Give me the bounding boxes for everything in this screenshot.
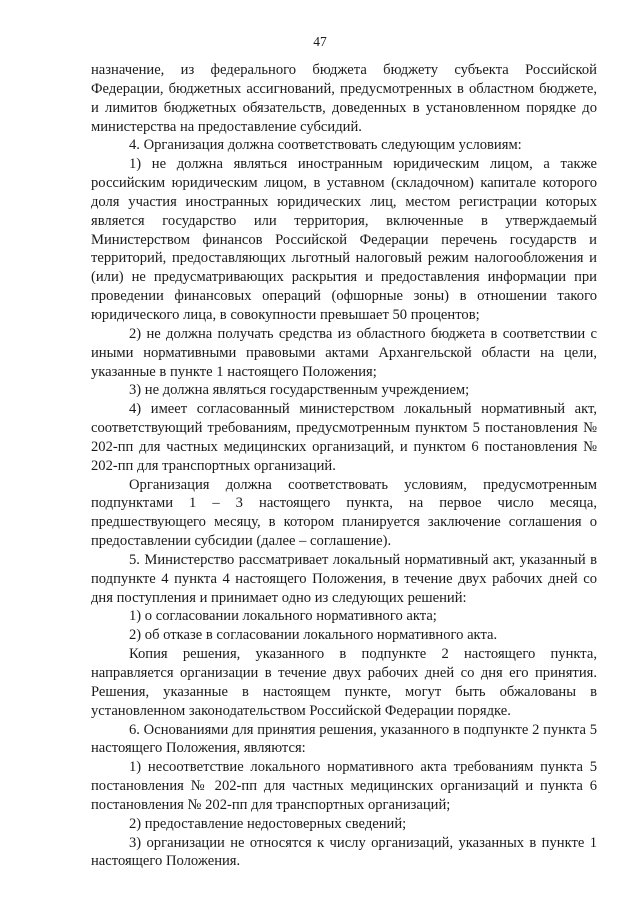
paragraph: 4. Организация должна соответствовать следующим условиям:	[129, 137, 522, 154]
document-body	[91, 61, 597, 871]
paragraph: 6. Основаниями для принятия решения, указанного в подпункте 2 пункта 5 настоящего Положения, являются:	[91, 721, 597, 757]
paragraph: Организация должна соответствовать условиям, предусмотренным подпунктами 1 – 3 настоящего пункта, на первое число месяца, предшествующего месяцу, в котором планируется заключение соглашения о предоставлении субсидии (далее – соглашение).	[91, 476, 597, 550]
paragraph: 3) организации не относятся к числу организаций, указанных в пункте 1 настоящего Положения.	[91, 834, 597, 870]
page-number: 47	[313, 34, 327, 49]
paragraph: 1) о согласовании локального нормативного акта;	[129, 608, 437, 625]
paragraph: 1) не должна являться иностранным юридическим лицом, а также российским юридическим лицом, в уставном (складочном) капитале которого доля участия иностранных юридических лиц, местом регистрации которых является государство или территория, включенные в утверждаемый Министерством финансов Российской Федерации перечень государств и территорий, предоставляющих льготный налоговый режим налогообложения и (или) не предусматривающих раскрытия и предоставления информации при проведении финансовых операций (офшорные зоны) в отношении такого юридического лица, в совокупности превышает 50 процентов;	[91, 156, 597, 323]
paragraph: 2) не должна получать средства из областного бюджета в соответствии с иными нормативными правовыми актами Архангельской области на цели, указанные в пункте 1 настоящего Положения;	[91, 325, 597, 380]
paragraph: 2) об отказе в согласовании локального нормативного акта.	[129, 627, 498, 644]
paragraph: назначение, из федерального бюджета бюджету субъекта Российской Федерации, бюджетных ассигнований, предусмотренных в областном бюджете, и лимитов бюджетных обязательств, доведенных в установленном порядке до министерства на предоставление субсидий.	[91, 62, 597, 135]
paragraph: 5. Министерство рассматривает локальный нормативный акт, указанный в подпункте 4 пункта 4 настоящего Положения, в течение двух рабочих дней со дня поступления и принимает одно из следующих решений:	[91, 551, 597, 606]
paragraph: 3) не должна являться государственным учреждением;	[129, 382, 470, 399]
paragraph: 2) предоставление недостоверных сведений;	[129, 815, 407, 832]
paragraph: 1) несоответствие локального нормативного акта требованиям пункта 5 постановления № 202-пп для частных медицинских организаций и пункта 6 постановления № 202-пп для транспортных организаций;	[91, 759, 597, 813]
paragraph: 4) имеет согласованный министерством локальный нормативный акт, соответствующий требованиям, предусмотренным пунктом 5 постановления № 202-пп для частных медицинских организаций, и пунктом 6 постановления № 202-пп для транспортных организаций.	[91, 401, 597, 474]
paragraph: Копия решения, указанного в подпункте 2 настоящего пункта, направляется организации в течение двух рабочих дней со дня его принятия. Решения, указанные в настоящем пункте, могут быть обжалованы в установленном законодательством Российской Федерации порядке.	[91, 646, 597, 719]
